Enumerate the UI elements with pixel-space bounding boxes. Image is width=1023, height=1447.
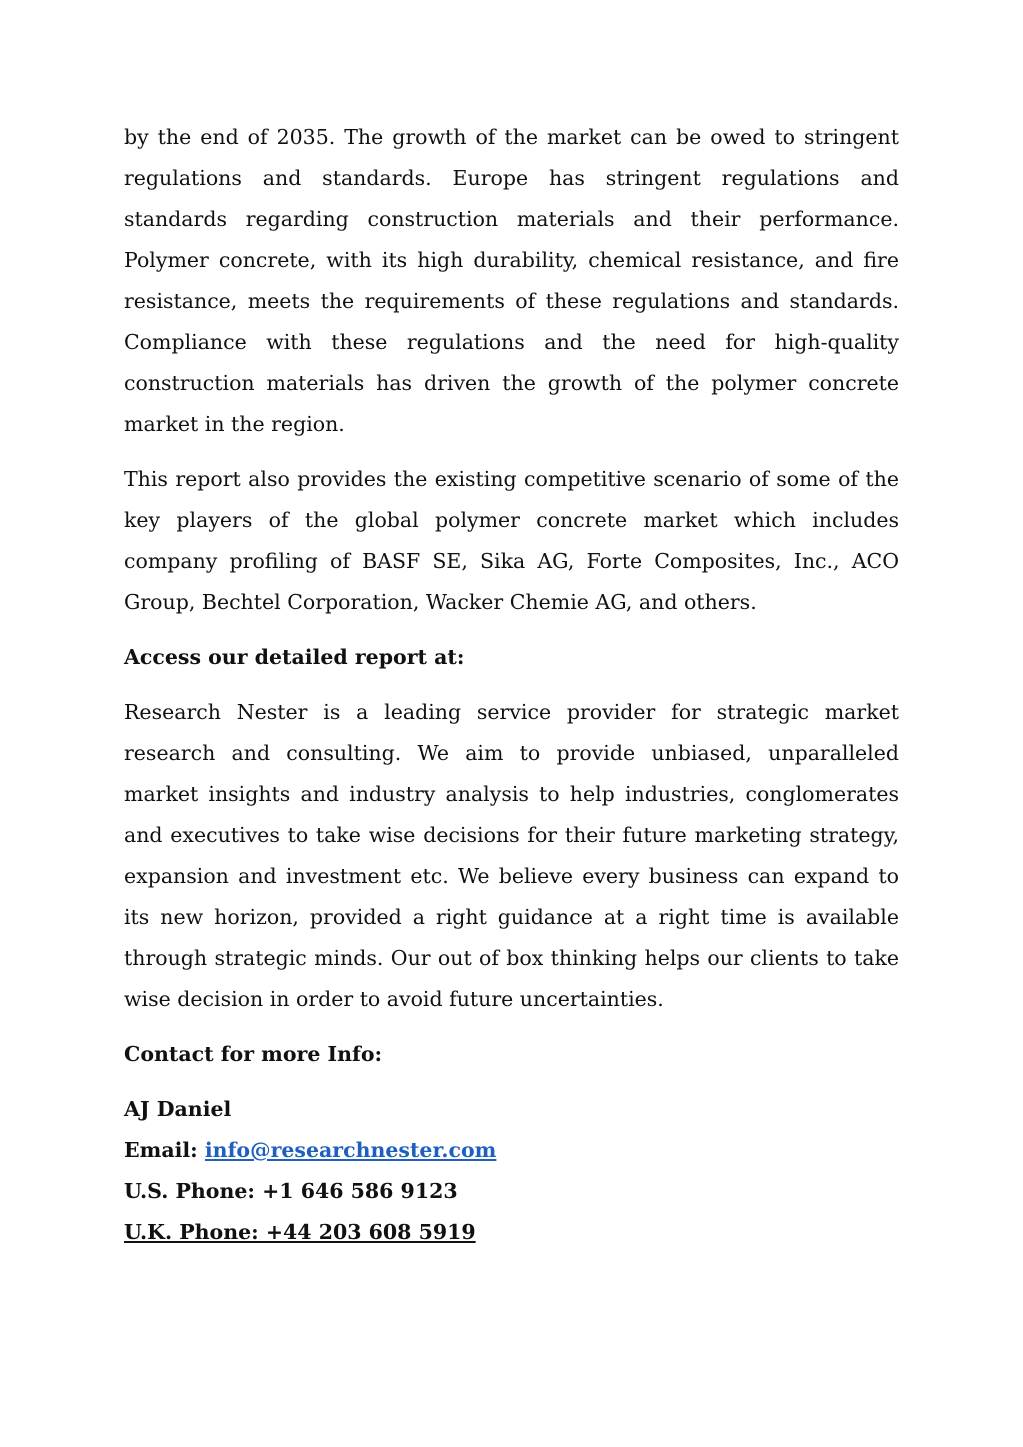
- contact-heading: Contact for more Info:: [124, 1042, 383, 1066]
- uk-phone[interactable]: U.K. Phone: +44 203 608 5919: [124, 1220, 476, 1244]
- access-report-heading: Access our detailed report at:: [124, 645, 465, 669]
- document-page: [124, 117, 899, 1253]
- email-line: [124, 1130, 899, 1171]
- us-phone: U.S. Phone: +1 646 586 9123: [124, 1179, 458, 1203]
- competitive-scenario-paragraph: This report also provides the existing competitive scenario of some of the key players of the global polymer concrete market which includes company profiling of BASF SE, Sika AG, Forte Composites, Inc., ACO Group, Bechtel Corporation, Wacker Chemie AG, and others.: [124, 467, 899, 614]
- about-research-nester-paragraph: Research Nester is a leading service provider for strategic market research and consulting. We aim to provide unbiased, unparalleled market insights and industry analysis to help industries, conglomerates and executives to take wise decisions for their future marketing strategy, expansion and investment etc. We believe every business can expand to its new horizon, provided a right guidance at a right time is available through strategic minds. Our out of box thinking helps our clients to take wise decision in order to avoid future uncertainties.: [124, 700, 899, 1011]
- market-growth-paragraph: by the end of 2035. The growth of the market can be owed to stringent regulations and standards. Europe has stringent regulations and standards regarding construction materials and their performance. Polymer concrete, with its high durability, chemical resistance, and fire resistance, meets the requirements of these regulations and standards. Compliance with these regulations and the need for high-quality construction materials has driven the growth of the polymer concrete market in the region.: [124, 125, 899, 436]
- email-label: Email:: [124, 1138, 198, 1162]
- contact-details: [124, 1089, 899, 1253]
- email-link[interactable]: info@researchnester.com: [204, 1138, 497, 1162]
- contact-name: AJ Daniel: [124, 1097, 232, 1121]
